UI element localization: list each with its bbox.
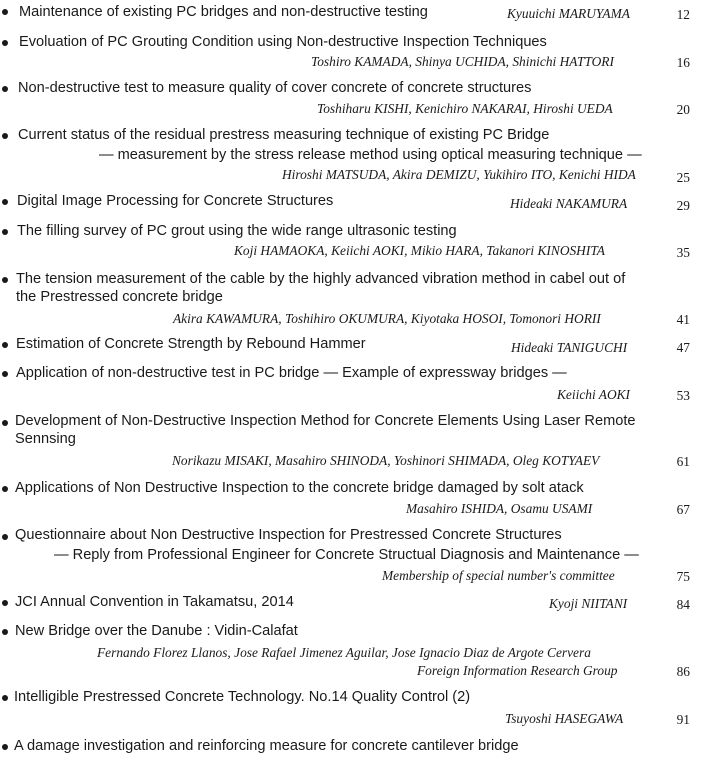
entry-title: JCI Annual Convention in Takamatsu, 2014: [15, 594, 294, 610]
entry-authors: Fernando Florez Llanos, Jose Rafael Jimenez Aguilar, Jose Ignacio Diaz de Argote Cervera: [97, 645, 591, 660]
bullet-icon: [2, 229, 8, 235]
page-number: 67: [676, 502, 690, 517]
entry-title: Digital Image Processing for Concrete Structures: [17, 193, 334, 209]
entry-title: The filling survey of PC grout using the wide range ultrasonic testing: [17, 223, 457, 239]
entry-title: Maintenance of existing PC bridges and non-destructive testing: [19, 4, 428, 20]
bullet-icon: [2, 371, 8, 377]
entry-title: Non-destructive test to measure quality of cover concrete of concrete structures: [18, 80, 532, 96]
entry-authors: Toshiro KAMADA, Shinya UCHIDA, Shinichi HATTORI: [311, 54, 614, 69]
entry-title: A damage investigation and reinforcing measure for concrete cantilever bridge: [14, 738, 519, 754]
bullet-icon: [2, 40, 8, 46]
page-number: 84: [676, 597, 690, 612]
bullet-icon: [2, 86, 8, 92]
bullet-icon: [2, 744, 8, 750]
entry-title: Intelligible Prestressed Concrete Technology. No.14 Quality Control (2): [14, 689, 471, 705]
page-number: 41: [676, 312, 690, 327]
page-number: 16: [676, 55, 690, 70]
entry-authors: Akira KAWAMURA, Toshihiro OKUMURA, Kiyotaka HOSOI, Tomonori HORII: [173, 311, 601, 326]
entry-authors: Keiichi AOKI: [557, 387, 631, 402]
bullet-icon: [2, 420, 8, 426]
entry-title: Application of non-destructive test in PC bridge — Example of expressway bridges —: [16, 365, 567, 381]
bullet-icon: [2, 695, 8, 701]
page-number: 47: [676, 340, 690, 355]
page-number: 12: [676, 7, 690, 22]
entry-authors: Hideaki NAKAMURA: [510, 196, 628, 211]
bullet-icon: [2, 486, 8, 492]
bullet-icon: [2, 199, 8, 205]
entry-authors: Koji HAMAOKA, Keiichi AOKI, Mikio HARA, Takanori KINOSHITA: [234, 243, 605, 258]
entry-subtitle: — measurement by the stress release method using optical measuring technique —: [99, 147, 642, 163]
bullet-icon: [2, 277, 8, 283]
entry-authors: Masahiro ISHIDA, Osamu USAMI: [406, 501, 593, 516]
page-number: 91: [676, 712, 690, 727]
page-number: 53: [676, 388, 690, 403]
page-number: 29: [676, 198, 690, 213]
entry-authors: Membership of special number's committee: [382, 568, 615, 583]
entry-title: Questionnaire about Non Destructive Inspection for Prestressed Concrete Structures: [15, 527, 562, 543]
entry-subtitle: — Reply from Professional Engineer for Concrete Structual Diagnosis and Maintenance —: [54, 547, 639, 563]
entry-title-continued: the Prestressed concrete bridge: [16, 289, 223, 305]
page-number: 20: [676, 102, 690, 117]
page-number: 25: [676, 170, 690, 185]
entry-authors: Hiroshi MATSUDA, Akira DEMIZU, Yukihiro ITO, Kenichi HIDA: [282, 167, 636, 182]
page-number: 75: [676, 569, 690, 584]
entry-authors: Kyoji NIITANI: [549, 596, 628, 611]
bullet-icon: [2, 9, 8, 15]
entry-title: Evoluation of PC Grouting Condition using Non-destructive Inspection Techniques: [19, 34, 547, 50]
page-number: 35: [676, 245, 690, 260]
entry-title: Estimation of Concrete Strength by Rebound Hammer: [16, 336, 366, 352]
entry-authors: Hideaki TANIGUCHI: [511, 340, 628, 355]
bullet-icon: [2, 629, 8, 635]
bullet-icon: [2, 600, 8, 606]
page-number: 61: [676, 454, 690, 469]
entry-title: New Bridge over the Danube : Vidin-Calafat: [15, 623, 298, 639]
entry-authors: Tsuyoshi HASEGAWA: [505, 711, 624, 726]
entry-title: Development of Non-Destructive Inspection Method for Concrete Elements Using Laser Remote: [15, 413, 636, 429]
entry-title-continued: Sennsing: [15, 431, 76, 447]
entry-title: The tension measurement of the cable by the highly advanced vibration method in cabel out of: [16, 271, 626, 287]
entry-authors: Toshiharu KISHI, Kenichiro NAKARAI, Hiroshi UEDA: [317, 101, 613, 116]
entry-title: Applications of Non Destructive Inspection to the concrete bridge damaged by solt atack: [15, 480, 584, 496]
page-number: 86: [676, 664, 690, 679]
bullet-icon: [2, 133, 8, 139]
bullet-icon: [2, 534, 8, 540]
entry-title: Current status of the residual prestress measuring technique of existing PC Bridge: [18, 127, 550, 143]
entry-authors: Foreign Information Research Group: [417, 663, 618, 678]
bullet-icon: [2, 342, 8, 348]
entry-authors: Norikazu MISAKI, Masahiro SHINODA, Yoshinori SHIMADA, Oleg KOTYAEV: [172, 453, 600, 468]
entry-authors: Kyuuichi MARUYAMA: [507, 6, 630, 21]
